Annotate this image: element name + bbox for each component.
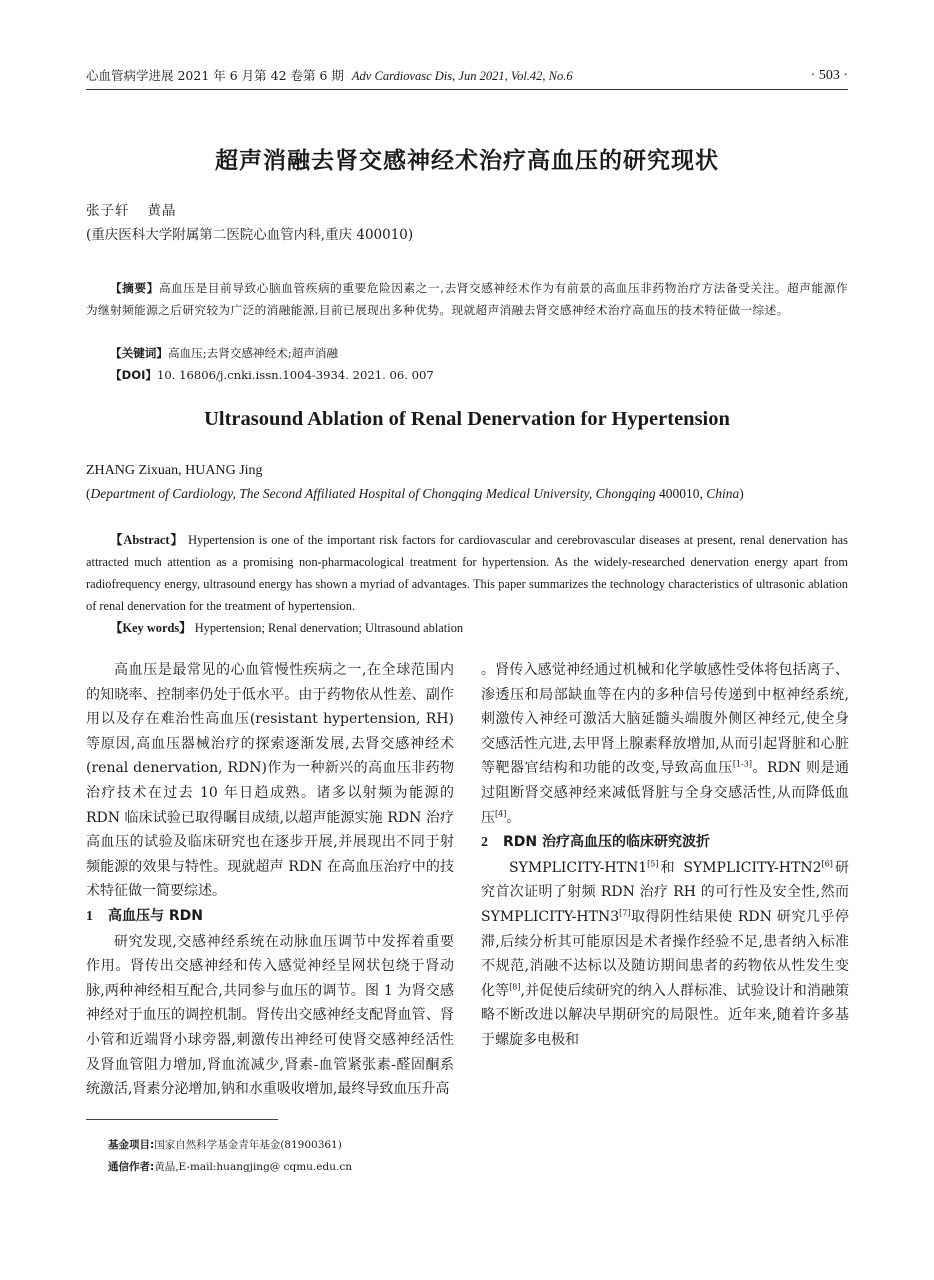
doi-line [86, 364, 848, 386]
section1-paragraph-continued [481, 658, 849, 830]
affiliation-country: China [706, 486, 740, 501]
paragraph-text: 。肾传入感觉神经通过机械和化学敏感性受体将包括离子、渗透压和局部缺血等在内的多种信号传递到中枢神经系统,刺激传入神经可激活大脑延髓头端腹外侧区神经元,使全身交感活性亢进,去甲肾上腺素释放增加,从而引起肾脏和心脏等靶器官结构和功能的改变,导致高血压 [481, 662, 849, 777]
section-heading-1 [86, 904, 454, 930]
abstract-cn [86, 277, 848, 321]
citation[interactable]: [6] [821, 859, 833, 869]
affiliation-institution: Department of Cardiology, The Second Affiliated Hospital of Chongqing Medical University, Chongqing [90, 486, 656, 501]
section1-paragraph [86, 930, 454, 1102]
paren: ( [86, 486, 91, 501]
funding-text: 国家自然科学基金青年基金(81900361) [154, 1139, 342, 1151]
keywords-en [86, 617, 848, 639]
affiliation-en [86, 486, 744, 502]
authors-cn [86, 199, 177, 219]
paragraph-text: SYMPLICITY-HTN1 [509, 859, 648, 876]
paragraph-text: 。RDN 则是通过阻断肾交感神经来减低肾脏与全身交感活性,从而降低血压 [481, 760, 850, 826]
abstract-en [86, 529, 848, 617]
paren: ) [739, 486, 744, 501]
citation[interactable]: [1-3] [732, 759, 752, 769]
body-column-left [86, 658, 454, 1102]
funding-note [108, 1134, 352, 1156]
paragraph-text: 研究首次证明了射频 RDN 治疗 RH 的可行性及安全性,然而 SYMPLICITY-HTN3 [481, 859, 850, 925]
page-number: · 503 · [810, 68, 848, 83]
funding-label: 基金项目: [108, 1139, 155, 1151]
journal-name-en: Adv Cardiovasc Dis, Jun 2021, Vol.42, No.6 [351, 69, 573, 83]
section-number: 1 [86, 908, 93, 924]
paragraph-text: ,并促使后续研究的纳入人群标准、试验设计和消融策略不断改进以解决早期研究的局限性。近年来,随着许多基于螺旋多电极和 [481, 982, 850, 1048]
affiliation-postcode: 400010, [655, 486, 707, 501]
author-name: 张子轩 [86, 203, 130, 219]
footnotes [108, 1134, 352, 1178]
journal-name-cn: 心血管病学进展 2021 年 6 月第 42 卷第 6 期 [86, 68, 344, 83]
abstract-label-en: 【Abstract】 [110, 533, 184, 547]
citation[interactable]: [7] [619, 908, 631, 918]
author-name: 黄晶 [147, 203, 177, 219]
abstract-text-en: Hypertension is one of the important risk factors for cardiovascular and cerebrovascular diseases at present, renal denervation has attracted much attention as a promising non-pharmacological treatment for hypertension. As the widely-researched denervation energy apart from radiofrequency energy, ultrasound energy has shown a myriad of advantages. This paper summarizes the technology characteristics of ultrasonic ablation of renal denervation for the treatment of hypertension. [86, 533, 848, 613]
article-title-cn: 超声消融去肾交感神经术治疗高血压的研究现状 [215, 148, 719, 174]
paragraph-text: 取得阴性结果使 RDN 研究几乎停滞,后续分析其可能原因是术者操作经验不足,患者纳入标准不规范,消融不达标以及随访期间患者的药物依从性发生变化等 [481, 908, 849, 999]
correspondence-text: 黄晶,E-mail:huangjing@ cqmu.edu.cn [154, 1161, 352, 1173]
keywords-cn [86, 342, 848, 364]
running-header [86, 66, 848, 86]
authors-en: ZHANG Zixuan, HUANG Jing [86, 463, 263, 478]
abstract-text: 高血压是目前导致心脑血管疾病的重要危险因素之一,去肾交感神经术作为有前景的高血压非药物治疗方法备受关注。超声能源作为继射频能源之后研究较为广泛的消融能源,目前已展现出多种优势。现就超声消融去肾交感神经术治疗高血压的技术特征做一综述。 [86, 281, 848, 317]
journal-citation [86, 66, 573, 86]
doi-label: 【DOI】 [110, 368, 157, 382]
section2-paragraph [481, 856, 849, 1053]
article-title-en: Ultrasound Ablation of Renal Denervation for Hypertension [204, 408, 730, 430]
affiliation-cn: (重庆医科大学附属第二医院心血管内科,重庆 400010) [86, 227, 414, 243]
correspondence-note [108, 1156, 352, 1178]
body-column-right [481, 658, 849, 1053]
footnote-divider [86, 1119, 278, 1120]
intro-paragraph: 高血压是最常见的心血管慢性疾病之一,在全球范围内的知晓率、控制率仍处于低水平。由于药物依从性差、副作用以及存在难治性高血压(resistant hypertension, RH)等原因,高血压器械治疗的探索逐渐发展,去肾交感神经术(renal denervation, RDN)作为一种新兴的高血压非药物治疗技术在过去 10 年日趋成熟。诸多以射频为能源的 RDN 临床试验已取得瞩目成绩,以超声能源实施 RDN 治疗高血压的试验及临床研究也在逐步开展,并展现出不同于射频能源的效果与特性。现就超声 RDN 在高血压治疗中的技术特征做一简要综述。 [86, 662, 454, 900]
paragraph-text: 研究发现,交感神经系统在动脉血压调节中发挥着重要作用。肾传出交感神经和传入感觉神经呈网状包绕于肾动脉,两种神经相互配合,共同参与血压的调节。图 1 为肾交感神经对于血压的调控机制。肾传出交感神经支配肾血管、肾小管和近端肾小球旁器,刺激传出神经可使肾交感神经活性及肾血管阻力增加,肾血流减少,肾素-血管紧张素-醛固酮系统激活,肾素分泌增加,钠和水重吸收增加,最终导致血压升高 [86, 933, 454, 1098]
correspondence-label: 通信作者: [108, 1161, 155, 1173]
citation[interactable]: [5] [647, 859, 659, 869]
header-divider [86, 89, 848, 90]
section-title: RDN 治疗高血压的临床研究波折 [503, 834, 710, 851]
paragraph-text: 和 SYMPLICITY-HTN2 [658, 859, 822, 876]
doi-text: 10. 16806/j.cnki.issn.1004-3934. 2021. 06. 007 [156, 368, 434, 382]
paragraph-text: 。 [506, 809, 521, 826]
keywords-label-en: 【Key words】 [110, 621, 192, 635]
citation[interactable]: [4] [495, 808, 507, 818]
citation[interactable]: [8] [509, 982, 521, 992]
section-number: 2 [481, 835, 488, 851]
section-title: 高血压与 RDN [108, 907, 203, 924]
abstract-label: 【摘要】 [110, 281, 159, 295]
section-heading-2 [481, 830, 849, 856]
keywords-text-en: Hypertension; Renal denervation; Ultrasound ablation [194, 621, 464, 635]
section1-paragraph [481, 658, 849, 830]
keywords-text: 高血压;去肾交感神经术;超声消融 [167, 346, 339, 360]
keywords-label: 【关键词】 [110, 346, 168, 360]
